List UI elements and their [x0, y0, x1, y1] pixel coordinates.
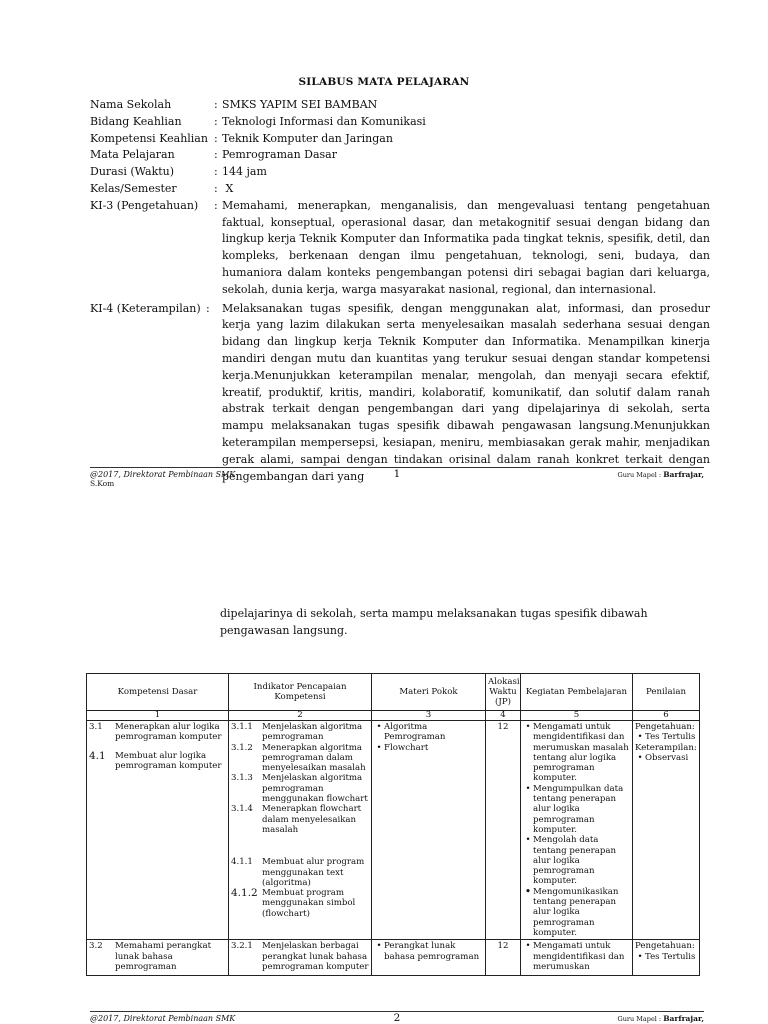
indicator-item — [231, 722, 369, 743]
materi-text: Flowchart — [384, 742, 429, 753]
bullet-icon: • — [525, 835, 531, 846]
kegiatan-item — [523, 722, 630, 784]
column-header: Indikator Pencapaian Kompetensi — [229, 674, 372, 711]
bullet-icon: • — [376, 941, 382, 952]
penilaian-heading: Pengetahuan: — [635, 722, 695, 732]
column-number: 2 — [229, 711, 372, 721]
footer-copyright: @2017, Direktorat Pembinaan SMK — [90, 470, 236, 479]
penilaian-text: Tes Tertulis — [645, 732, 696, 743]
footer-left — [90, 470, 290, 488]
info-row — [90, 147, 710, 164]
indicator-text: Menerapkan algoritma pemrograman dalam menyelesaikan masalah — [262, 742, 366, 774]
column-header: Kegiatan Pembelajaran — [521, 674, 633, 711]
colon: : — [214, 114, 218, 128]
indicator-cell — [229, 721, 372, 940]
bullet-icon: • — [376, 742, 382, 753]
info-label: Kompetensi Keahlian — [90, 131, 208, 145]
kd-number: 3.1 — [89, 722, 103, 732]
info-label: Nama Sekolah — [90, 98, 172, 111]
indicator-number: 3.1.3 — [231, 773, 253, 784]
footer-teacher — [504, 1014, 704, 1023]
kd-text: Membuat alur logika pemrograman komputer — [115, 750, 222, 771]
column-number-row — [87, 711, 700, 721]
kegiatan-cell — [521, 940, 633, 976]
footer-guru-label: Guru Mapel : — [617, 1015, 662, 1023]
info-label: Mata Pelajaran — [90, 148, 175, 162]
column-number: 3 — [372, 711, 486, 721]
kegiatan-cell — [521, 721, 633, 940]
indicator-cell — [229, 940, 372, 976]
ki4-row — [90, 301, 710, 486]
ki3-text: Memahami, menerapkan, menganalisis, dan mengevaluasi tentang pengetahuan faktual, konseptual, operasional dasar, dan metakognitif sesuai dengan bidang dan lingkup kerja Teknik Komputer dan Informatika pada tingkat teknis, spesifik, detil, dan kompleks, berkenaan dengan ilmu pengetahuan, teknologi, seni, budaya, dan humaniora dalam konteks pengembangan potensi diri sebagai bagian dari keluarga, sekolah, dunia kerja, warga masyarakat nasional, regional, dan internasional. — [222, 198, 710, 296]
indicator-item — [231, 941, 369, 972]
penilaian-item — [635, 753, 697, 763]
column-header: Kompetensi Dasar — [87, 674, 229, 711]
materi-cell — [372, 721, 486, 940]
footer-guru-label: Guru Mapel : — [617, 471, 662, 479]
jp-cell: 12 — [486, 940, 521, 976]
kegiatan-text: Mengolah data tentang penerapan alur logika pemrograman komputer. — [533, 835, 617, 887]
syllabus-table — [86, 673, 700, 976]
indicator-number: 3.2.1 — [231, 941, 253, 952]
jp-cell: 12 — [486, 721, 521, 940]
column-header: Penilaian — [633, 674, 700, 711]
indicator-number: 4.1.1 — [231, 857, 253, 868]
column-header: Materi Pokok — [372, 674, 486, 711]
info-value: 144 jam — [222, 165, 267, 179]
indicator-text: Menjelaskan berbagai perangkat lunak bahasa pemrograman komputer — [262, 941, 369, 972]
indicator-item — [231, 857, 369, 888]
syllabus-info — [90, 97, 710, 485]
colon: : — [214, 148, 218, 162]
kegiatan-item — [523, 941, 630, 972]
table-header-row — [87, 674, 700, 711]
page-footer — [90, 467, 704, 488]
info-value: Teknologi Informasi dan Komunikasi — [222, 114, 426, 128]
penilaian-item — [635, 952, 697, 962]
kd-cell — [87, 940, 229, 976]
kd-text: Memahami perangkat lunak bahasa pemrograman — [115, 941, 212, 972]
info-row — [90, 181, 710, 198]
info-row — [90, 114, 710, 131]
materi-item — [374, 743, 483, 753]
indicator-text: Membuat alur program menggunakan text (algoritma) — [262, 857, 365, 888]
ki4-label: KI-4 (Keterampilan) — [90, 301, 201, 315]
colon: : — [214, 165, 218, 179]
column-header: Alokasi Waktu (JP) — [486, 674, 521, 711]
column-number: 1 — [87, 711, 229, 721]
materi-item — [374, 722, 483, 743]
indicator-text: Menjelaskan algoritma pemrograman menggunakan flowchart — [262, 773, 368, 805]
materi-text: Perangkat lunak bahasa pemrograman — [384, 941, 480, 962]
indicator-text: Menjelaskan algoritma pemrograman — [262, 722, 363, 743]
colon: : — [214, 131, 218, 145]
penilaian-text: Tes Tertulis — [645, 951, 696, 962]
penilaian-cell — [633, 940, 700, 976]
footer-copyright: @2017, Direktorat Pembinaan SMK — [90, 1014, 236, 1023]
kd-item — [89, 722, 226, 743]
document-title: SILABUS MATA PELAJARAN — [298, 76, 470, 88]
column-number: 6 — [633, 711, 700, 721]
info-value: Pemrograman Dasar — [222, 148, 337, 162]
page-footer — [90, 1011, 704, 1024]
kd-number: 4.1 — [89, 749, 106, 762]
info-label: Kelas/Semester — [90, 181, 177, 195]
colon: : — [214, 98, 218, 111]
indicator-item — [231, 743, 369, 774]
kegiatan-item — [523, 784, 630, 835]
table-row — [87, 721, 700, 940]
info-label: Durasi (Waktu) — [90, 165, 175, 179]
ki4-continuation: dipelajarinya di sekolah, serta mampu melaksanakan tugas spesifik dibawah pengawasan langsung. — [220, 607, 648, 637]
indicator-number: 3.1.2 — [231, 742, 253, 753]
indicator-number: 4.1.2 — [231, 887, 258, 900]
materi-text: Algoritma Pemrograman — [384, 722, 446, 743]
footer-teacher — [504, 470, 704, 479]
indicator-number: 3.1.4 — [231, 804, 253, 815]
column-number: 4 — [486, 711, 521, 721]
ki4-text: Melaksanakan tugas spesifik, dengan menggunakan alat, informasi, dan prosedur kerja yang lazim dilakukan serta menyelesaikan masalah sederhana sesuai dengan bidang dan lingkup kerja Teknik Komputer dan Informatika. Menampilkan kinerja mandiri dengan mutu dan kuantitas yang terukur sesuai dengan standar kompetensi kerja.Menunjukkan keterampilan menalar, mengolah, dan menyaji secara efektif, kreatif, produktif, kritis, mandiri, kolaboratif, komunikatif, dan solutif dalam ranah abstrak terkait dengan pengembangan dari yang dipelajarinya di sekolah, serta mampu melaksanakan tugas spesifik dibawah pengawasan langsung.Menunjukkan keterampilan mempersepsi, kesiapan, meniru, membiasakan gerak mahir, menjadikan gerak alami, sampai dengan tindakan orisinal dalam ranah konkret terkait dengan pengembangan dari yang — [222, 301, 710, 483]
colon: : — [214, 181, 218, 195]
ki3-row — [90, 198, 710, 299]
info-value: Teknik Komputer dan Jaringan — [222, 131, 393, 145]
bullet-icon: • — [525, 722, 531, 732]
kegiatan-item — [523, 835, 630, 886]
column-number: 5 — [521, 711, 633, 721]
footer-teacher-name: Barfrajar, — [663, 470, 704, 479]
kegiatan-text: Mengumpulkan data tentang penerapan alur logika pemrograman komputer. — [533, 783, 624, 835]
colon: : — [214, 198, 218, 212]
bullet-icon: • — [637, 732, 643, 743]
bullet-icon: • — [524, 884, 532, 898]
info-row — [90, 97, 710, 114]
kegiatan-text: Mengomunikasikan tentang penerapan alur logika pemrograman komputer. — [533, 886, 619, 938]
info-row — [90, 164, 710, 181]
table-row — [87, 940, 700, 976]
kd-number: 3.2 — [89, 941, 103, 952]
colon: : — [206, 301, 210, 315]
penilaian-item — [635, 732, 697, 742]
indicator-item — [231, 804, 369, 835]
materi-cell — [372, 940, 486, 976]
info-row — [90, 131, 710, 148]
info-label: Bidang Keahlian — [90, 114, 182, 128]
info-value: X — [222, 181, 234, 195]
indicator-item — [231, 888, 369, 919]
kegiatan-text: Mengamati untuk mengidentifikasi dan merumuskan — [533, 941, 625, 972]
indicator-item — [231, 773, 369, 804]
footer-degree: S.Kom — [90, 479, 115, 488]
bullet-icon: • — [376, 722, 382, 732]
footer-teacher-name: Barfrajar, — [663, 1014, 704, 1023]
kegiatan-item — [523, 884, 630, 938]
penilaian-text: Observasi — [645, 752, 689, 763]
bullet-icon: • — [525, 941, 531, 952]
kd-text: Menerapkan alur logika pemrograman komputer — [115, 722, 222, 743]
penilaian-cell — [633, 721, 700, 940]
materi-item — [374, 941, 483, 962]
bullet-icon: • — [637, 752, 643, 763]
page-number: 2 — [393, 1012, 401, 1024]
ki3-label: KI-3 (Pengetahuan) — [90, 198, 199, 212]
kd-cell — [87, 721, 229, 940]
bullet-icon: • — [525, 783, 531, 794]
penilaian-heading: Keterampilan: — [635, 742, 697, 753]
indicator-text: Membuat program menggunakan simbol (flowchart) — [262, 888, 356, 919]
bullet-icon: • — [637, 951, 643, 962]
kd-item — [89, 941, 226, 972]
kegiatan-text: Mengamati untuk mengidentifikasi dan merumuskan masalah tentang alur logika pemrograman komputer. — [533, 722, 629, 784]
penilaian-heading: Pengetahuan: — [635, 941, 695, 952]
info-value: SMKS YAPIM SEI BAMBAN — [222, 98, 378, 111]
kd-item — [89, 751, 226, 772]
indicator-number: 3.1.1 — [231, 722, 253, 732]
indicator-text: Menerapkan flowchart dalam menyelesaikan masalah — [262, 804, 362, 835]
page-number: 1 — [393, 468, 401, 480]
